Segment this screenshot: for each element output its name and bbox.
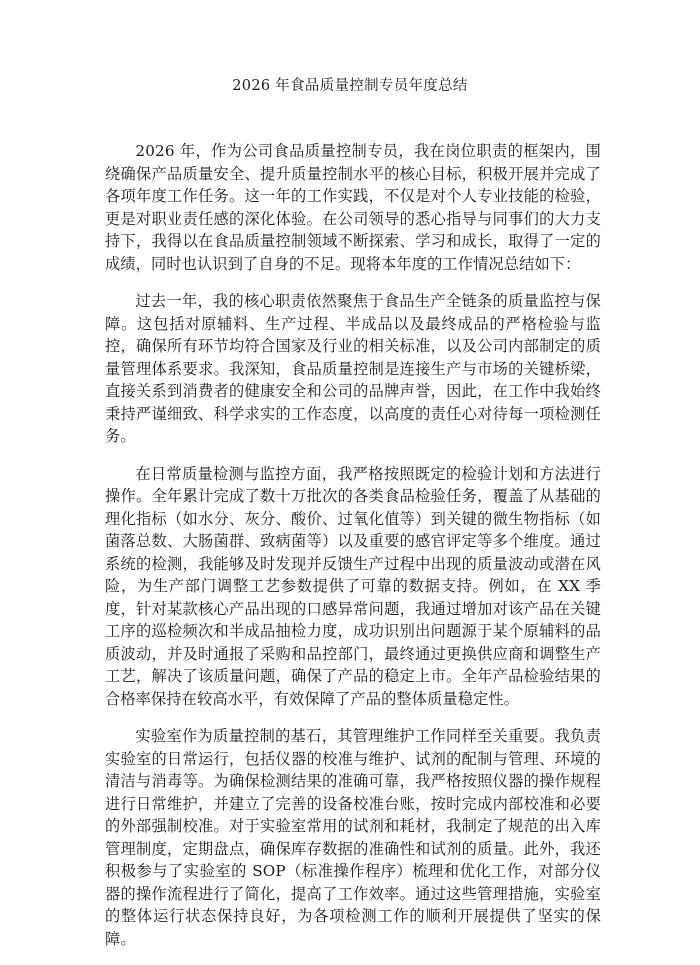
paragraph-intro: 2026 年，作为公司食品质量控制专员，我在岗位职责的框架内，围绕确保产品质量安全、提升质量控制水平的核心目标，积极开展并完成了各项年度工作任务。这一年的工作实践，不仅是对个人专业技能的检验，更是对职业责任感的深化体验。在公司领导的悉心指导与同事们的大力支持下，我得以在食品质量控制领域不断探索、学习和成长，取得了一定的成绩，同时也认识到了自身的不足。现将本年度的工作情况总结如下： [105, 142, 601, 273]
document-title: 2026 年食品质量控制专员年度总结 [232, 78, 468, 94]
paragraph-core-duties: 过去一年，我的核心职责依然聚焦于食品生产全链条的质量监控与保障。这包括对原辅料、生产过程、半成品以及最终成品的严格检验与监控，确保所有环节均符合国家及行业的相关标准，以及公司内部制定的质量管理体系要求。我深知，食品质量控制是连接生产与市场的关键桥梁，直接关系到消费者的健康安全和公司的品牌声誉，因此，在工作中我始终秉持严谨细致、科学求实的工作态度，以高度的责任心对待每一项检测任务。 [105, 292, 601, 445]
paragraph-daily-inspection: 在日常质量检测与监控方面，我严格按照既定的检验计划和方法进行操作。全年累计完成了数十万批次的各类食品检验任务，覆盖了从基础的理化指标（如水分、灰分、酸价、过氧化值等）到关键的微生物指标（如菌落总数、大肠菌群、致病菌等）以及重要的感官评定等多个维度。通过系统的检测，我能够及时发现并反馈生产过程中出现的质量波动或潜在风险，为生产部门调整工艺参数提供了可靠的数据支持。例如，在 XX 季度，针对某款核心产品出现的口感异常问题，我通过增加对该产品在关键工序的巡检频次和半成品抽检力度，成功识别出问题源于某个原辅料的品质波动，并及时通报了采购和品控部门，最终通过更换供应商和调整生产工艺，解决了该质量问题，确保了产品的稳定上市。全年产品检验结果的合格率保持在较高水平，有效保障了产品的整体质量稳定性。 [105, 464, 601, 708]
document-body [105, 140, 601, 965]
paragraph-lab-management: 实验室作为质量控制的基石，其管理维护工作同样至关重要。我负责实验室的日常运行，包括仪器的校准与维护、试剂的配制与管理、环境的清洁与消毒等。为确保检测结果的准确可靠，我严格按照仪器的操作规程进行日常维护，并建立了完善的设备校准台账，按时完成内部校准和必要的外部强制校准。对于实验室常用的试剂和耗材，我制定了规范的出入库管理制度，定期盘点，确保库存数据的准确性和试剂的质量。此外，我还积极参与了实验室的 SOP（标准操作程序）梳理和优化工作，对部分仪器的操作流程进行了简化，提高了工作效率。通过这些管理措施，实验室的整体运行状态保持良好，为各项检测工作的顺利开展提供了坚实的保障。 [105, 727, 601, 948]
